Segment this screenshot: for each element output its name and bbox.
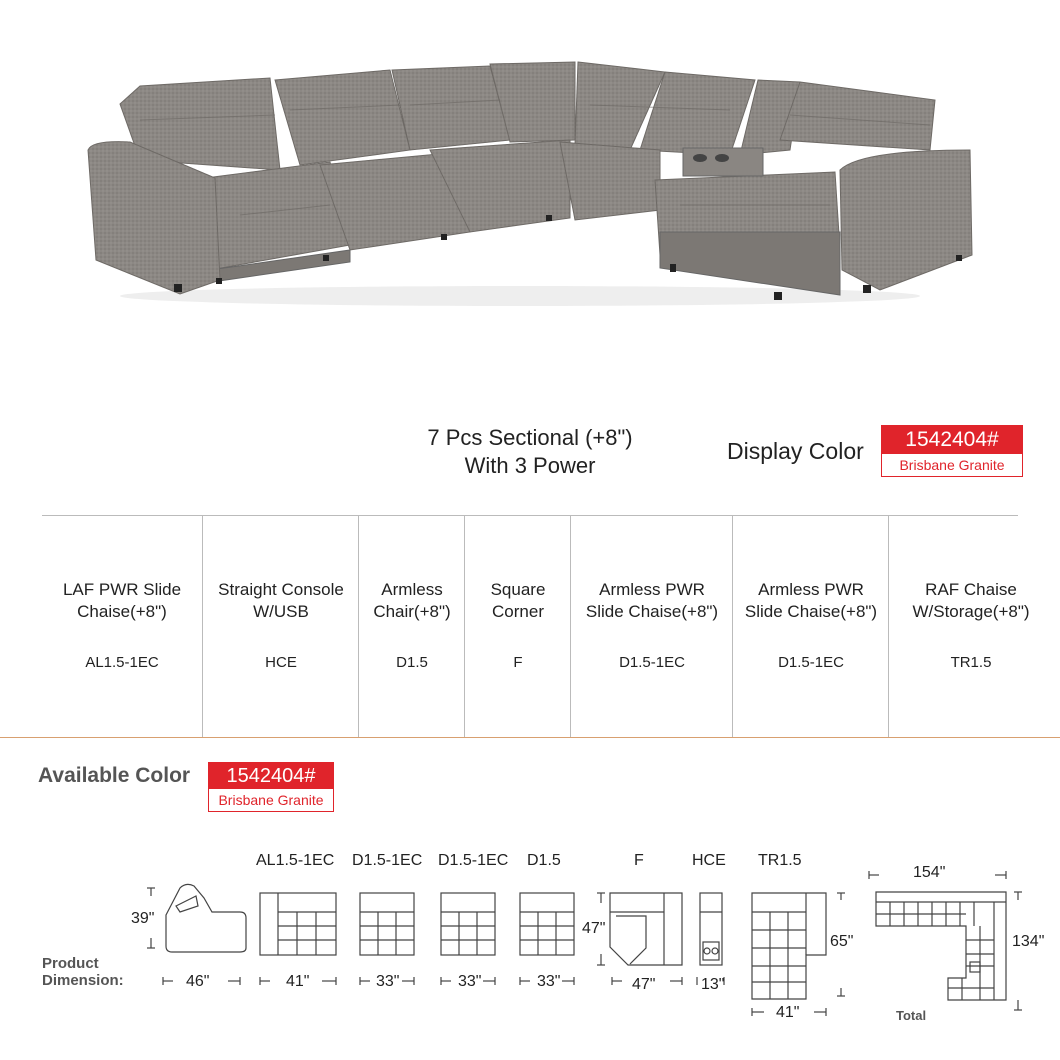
module-tr15-plan bbox=[752, 893, 826, 999]
available-color-code: 1542404# bbox=[209, 763, 333, 789]
piece-code: HCE bbox=[265, 654, 297, 671]
module-code: AL1.5-1EC bbox=[256, 852, 335, 869]
total-layout-plan bbox=[876, 892, 1006, 1000]
module-width: 33" bbox=[458, 973, 482, 990]
section-divider bbox=[0, 737, 1060, 738]
display-color-name: Brisbane Granite bbox=[899, 457, 1005, 473]
side-height-label: 39" bbox=[131, 910, 155, 927]
module-code: F bbox=[634, 852, 644, 869]
piece-cell bbox=[358, 516, 465, 738]
module-width: 13" bbox=[701, 976, 725, 993]
piece-cell bbox=[464, 516, 571, 738]
piece-cell bbox=[732, 516, 889, 738]
piece-cell bbox=[570, 516, 733, 738]
product-dimension-line1: Product bbox=[42, 955, 99, 972]
title-line-2: With 3 Power bbox=[464, 453, 596, 478]
module-d15-1ec-plan bbox=[360, 893, 414, 955]
module-width: 33" bbox=[537, 973, 561, 990]
piece-code: D1.5 bbox=[396, 654, 428, 671]
module-width: 47" bbox=[632, 976, 656, 993]
piece-name: W/USB bbox=[253, 602, 309, 621]
module-code: D1.5 bbox=[527, 852, 561, 869]
piece-code: D1.5-1EC bbox=[619, 654, 685, 671]
module-d15-plan bbox=[520, 893, 574, 955]
piece-name: LAF PWR Slide bbox=[62, 580, 182, 599]
piece-name: RAF Chaise bbox=[925, 580, 1017, 599]
display-color-label: Display Color bbox=[727, 438, 864, 464]
piece-cell bbox=[42, 516, 202, 738]
side-depth-label: 46" bbox=[186, 973, 210, 990]
module-d15-1ec-plan bbox=[441, 893, 495, 955]
product-title bbox=[380, 424, 680, 480]
piece-name: Chaise(+8") bbox=[77, 602, 167, 621]
total-depth-label: 134" bbox=[1012, 933, 1045, 950]
piece-name: Straight Console bbox=[218, 580, 344, 599]
display-color-swatch bbox=[881, 425, 1023, 477]
side-profile-shape bbox=[166, 884, 246, 952]
module-al15-1ec-plan bbox=[260, 893, 336, 955]
pieces-table bbox=[42, 515, 1030, 738]
piece-name: Slide Chaise(+8") bbox=[744, 602, 878, 621]
module-width: 41" bbox=[776, 1004, 800, 1021]
piece-code: AL1.5-1EC bbox=[85, 654, 159, 671]
piece-name: Armless bbox=[381, 580, 443, 599]
piece-cell bbox=[888, 516, 1053, 738]
available-color-label: Available Color bbox=[38, 764, 191, 787]
module-code: HCE bbox=[692, 852, 726, 869]
piece-code: F bbox=[513, 654, 523, 671]
piece-name: Corner bbox=[492, 602, 544, 621]
piece-name: Slide Chaise(+8") bbox=[585, 602, 719, 621]
total-label: Total bbox=[896, 1008, 927, 1023]
dimension-diagrams bbox=[0, 860, 1060, 1060]
module-code: D1.5-1EC bbox=[352, 852, 423, 869]
piece-name: Square bbox=[490, 580, 546, 599]
piece-name: Armless PWR bbox=[599, 580, 705, 599]
piece-code: TR1.5 bbox=[950, 654, 992, 671]
piece-name: Armless PWR bbox=[758, 580, 864, 599]
module-depth: 47" bbox=[582, 920, 606, 937]
module-code: TR1.5 bbox=[758, 852, 802, 869]
module-width: 41" bbox=[286, 973, 310, 990]
available-color-swatch bbox=[208, 762, 334, 812]
module-code: D1.5-1EC bbox=[438, 852, 509, 869]
title-line-1: 7 Pcs Sectional (+8") bbox=[427, 425, 633, 450]
sectional-sofa-photo bbox=[0, 0, 1060, 330]
piece-name: W/Storage(+8") bbox=[912, 602, 1030, 621]
display-color-code: 1542404# bbox=[882, 426, 1022, 454]
module-depth: 65" bbox=[830, 933, 854, 950]
available-color-name: Brisbane Granite bbox=[218, 792, 324, 808]
product-dimension-line2: Dimension: bbox=[42, 972, 124, 989]
total-width-label: 154" bbox=[913, 864, 946, 881]
piece-name: Chair(+8") bbox=[373, 602, 451, 621]
module-width: 33" bbox=[376, 973, 400, 990]
piece-cell bbox=[202, 516, 359, 738]
piece-code: D1.5-1EC bbox=[778, 654, 844, 671]
